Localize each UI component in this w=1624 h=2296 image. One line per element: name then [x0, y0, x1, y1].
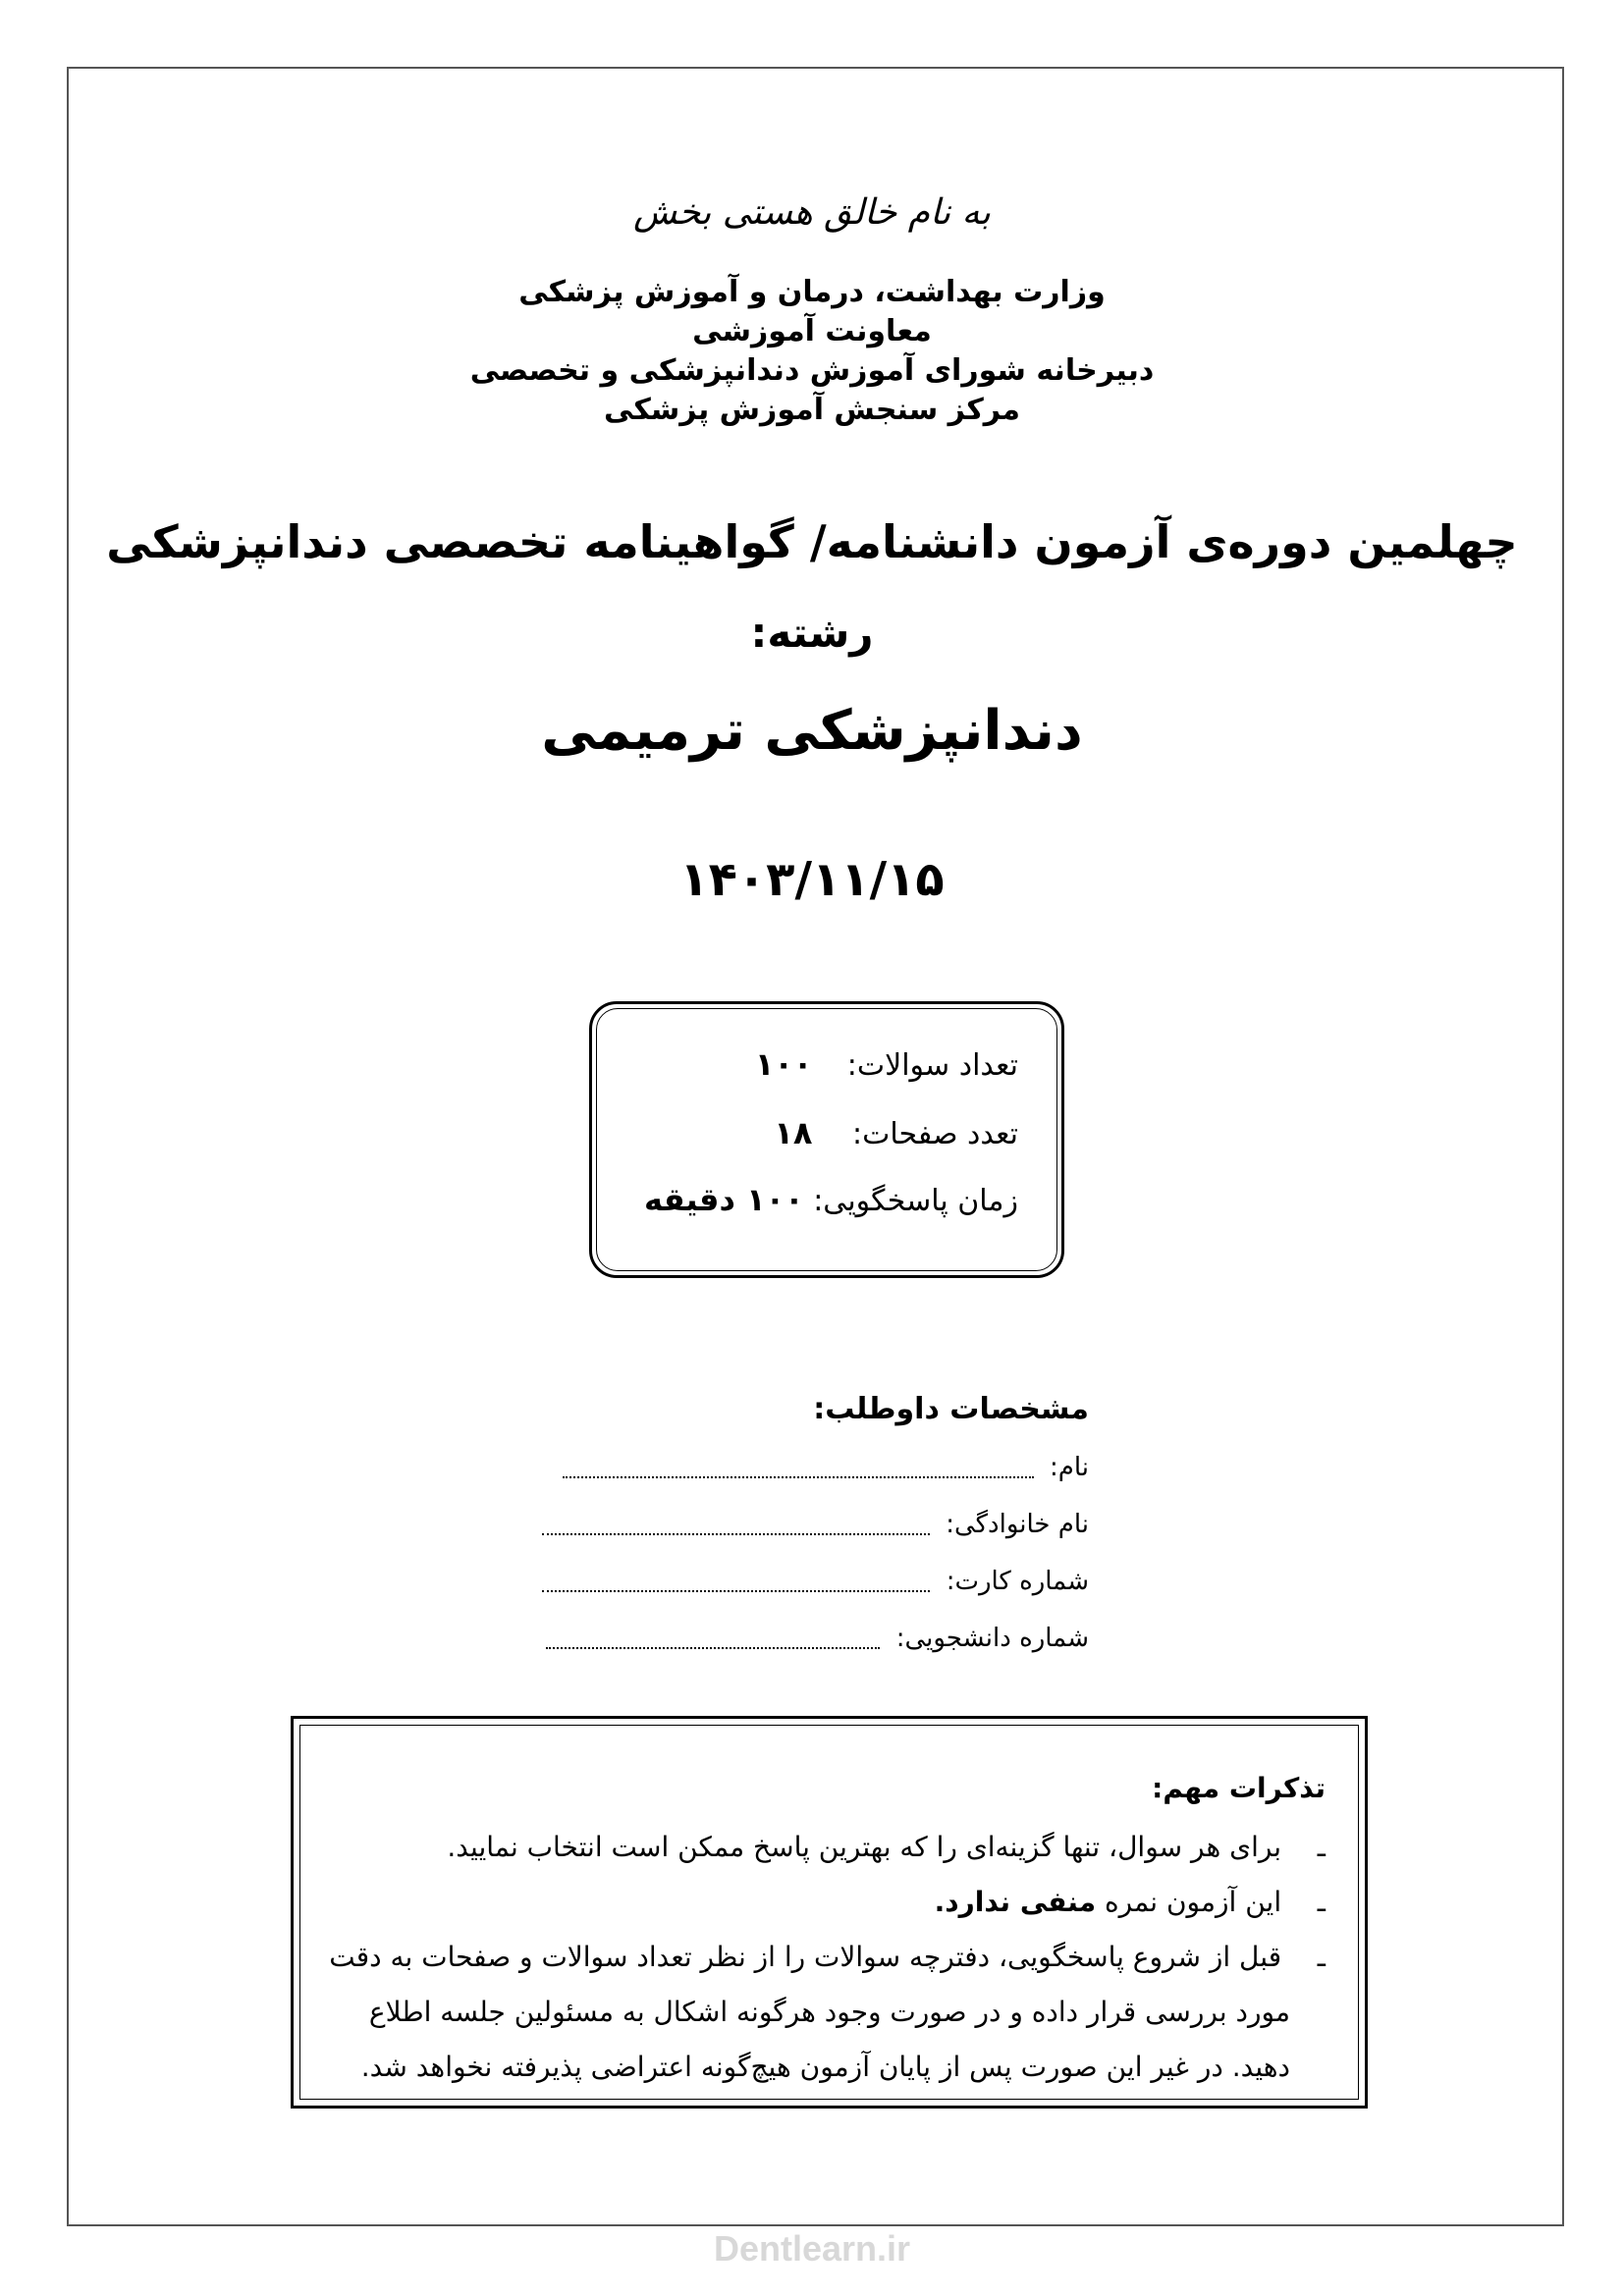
exam-date: ۱۴۰۳/۱۱/۱۵	[679, 852, 945, 907]
candidate-first-name-row	[563, 1453, 1089, 1482]
questions-count-label: تعداد سوالات:	[846, 1048, 1018, 1083]
answer-time-value: ۱۰۰ دقیقه	[644, 1181, 804, 1218]
deputy-name: معاونت آموزشی	[692, 314, 932, 348]
note-bullet: ـ	[1317, 1886, 1326, 1918]
pages-count-value: ۱۸	[774, 1114, 813, 1151]
note-text-2-suffix: .	[934, 1886, 946, 1918]
note-bullet: ـ	[1317, 1831, 1326, 1863]
note-item-3	[329, 1931, 1326, 1984]
note-text-3-line-1: قبل از شروع پاسخگویی، دفترچه سوالات را از نظر تعداد سوالات و صفحات به دقت	[329, 1941, 1282, 1973]
first-name-blank	[563, 1459, 1034, 1478]
note-text-2-prefix: این آزمون نمره	[1096, 1886, 1282, 1918]
note-text-3-line-2: مورد بررسی قرار داده و در صورت وجود هرگونه اشکال به مسئولین جلسه اطلاع	[368, 1996, 1290, 2028]
note-text-3-line-3: دهید. در غیر این صورت پس از پایان آزمون هیچ‌گونه اعتراضی پذیرفته نخواهد شد.	[360, 2051, 1290, 2083]
assessment-center: مرکز سنجش آموزش پزشکی	[603, 393, 1020, 427]
answer-time-row	[644, 1181, 1018, 1218]
candidate-info-title: مشخصات داوطلب:	[813, 1392, 1089, 1426]
candidate-last-name-row	[542, 1510, 1089, 1539]
candidate-student-number-row	[546, 1624, 1089, 1653]
note-text-1: برای هر سوال، تنها گزینه‌ای را که بهترین پاسخ ممکن است انتخاب نمایید.	[447, 1831, 1282, 1863]
bismillah-heading: به نام خالق هستی بخش	[633, 192, 991, 233]
card-number-label: شماره کارت:	[946, 1567, 1089, 1596]
questions-count-row	[755, 1045, 1018, 1083]
note-item-2	[935, 1876, 1326, 1929]
council-secretariat: دبیرخانه شورای آموزش دندانپزشکی و تخصصی	[469, 353, 1155, 388]
last-name-label: نام خانوادگی:	[946, 1510, 1089, 1539]
ministry-name: وزارت بهداشت، درمان و آموزش پزشکی	[518, 275, 1106, 309]
card-number-blank	[542, 1573, 930, 1592]
answer-time-label: زمان پاسخگویی:	[813, 1184, 1018, 1218]
first-name-label: نام:	[1049, 1453, 1089, 1482]
site-watermark: Dentlearn.ir	[713, 2228, 911, 2269]
pages-count-row	[774, 1114, 1018, 1151]
note-bullet: ـ	[1317, 1941, 1326, 1973]
student-number-blank	[546, 1629, 880, 1649]
candidate-card-number-row	[542, 1567, 1089, 1596]
exam-title: چهلمین دوره‌ی آزمون دانشنامه/ گواهینامه تخصصی دندانپزشکی	[106, 515, 1518, 568]
pages-count-label: تعدد صفحات:	[852, 1117, 1018, 1151]
important-notes-title: تذکرات مهم:	[1152, 1772, 1326, 1804]
note-item-1	[447, 1821, 1326, 1874]
field-label: رشته:	[750, 609, 874, 657]
last-name-blank	[542, 1516, 930, 1535]
exam-info-box	[589, 1001, 1064, 1278]
note-text-2-emphasis: منفی ندارد	[945, 1886, 1097, 1918]
student-number-label: شماره دانشجویی:	[895, 1624, 1089, 1653]
important-notes-box	[291, 1716, 1368, 2109]
field-name: دندانپزشکی ترمیمی	[541, 699, 1083, 763]
questions-count-value: ۱۰۰	[754, 1045, 813, 1083]
